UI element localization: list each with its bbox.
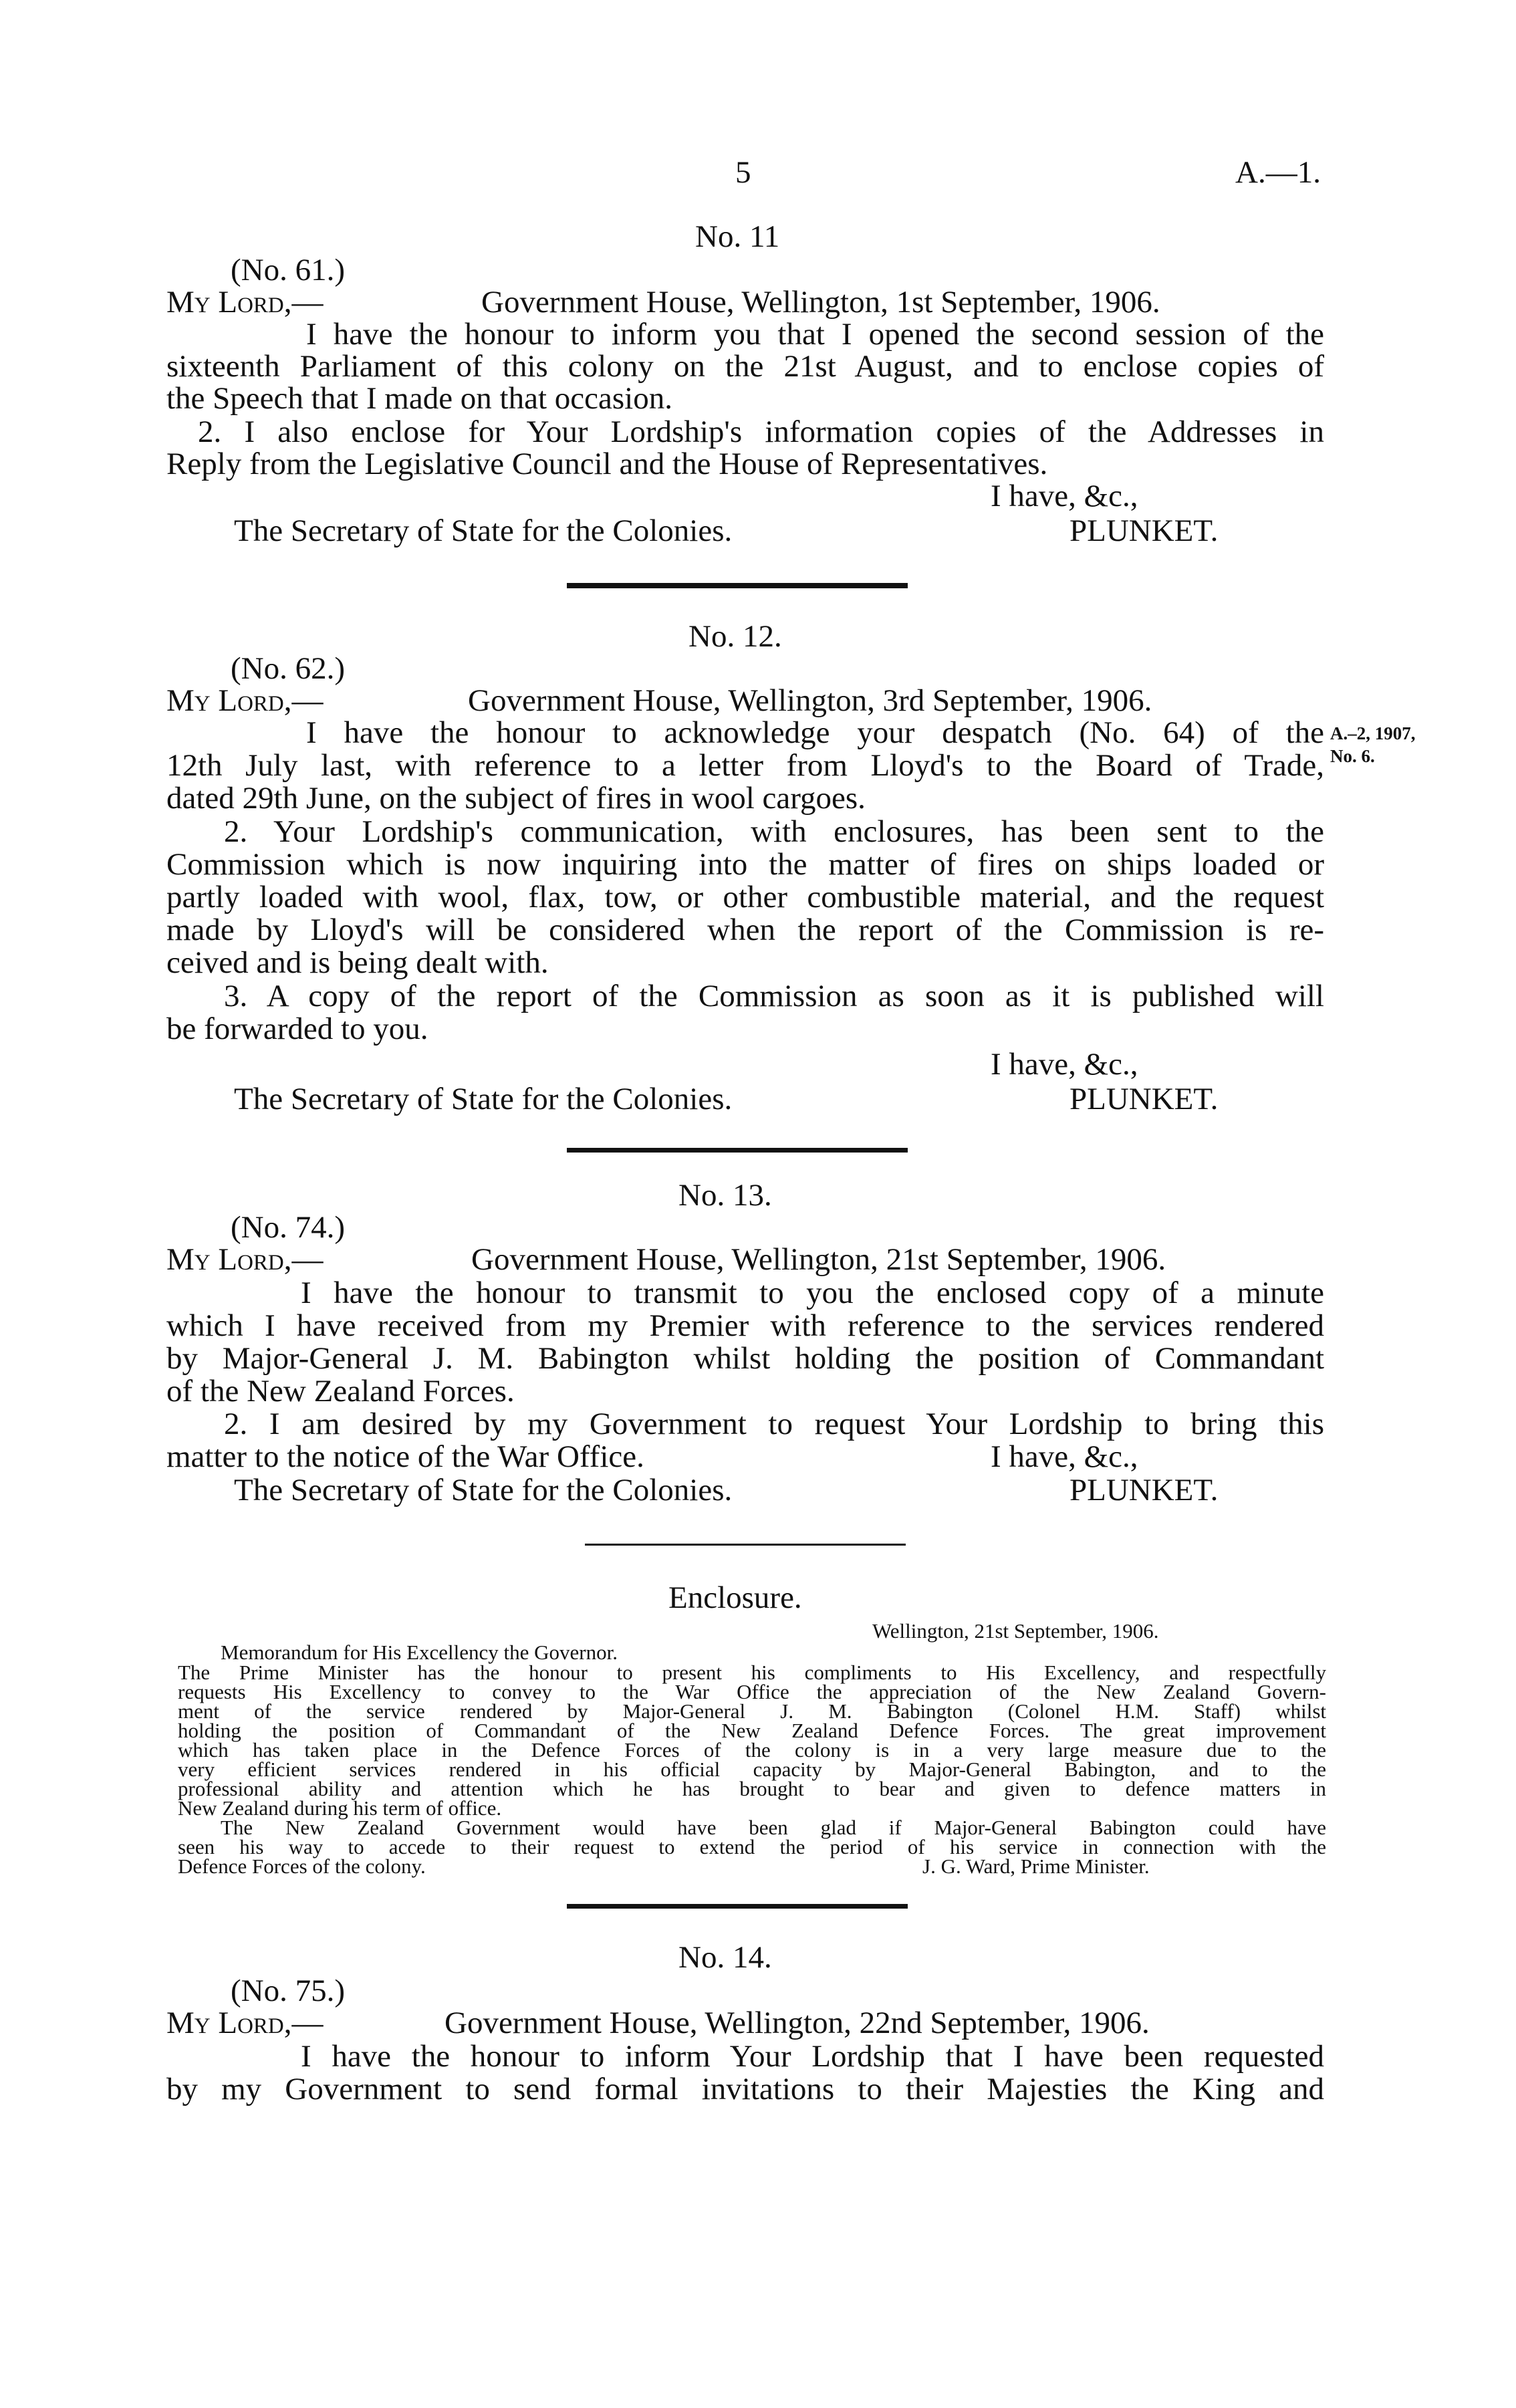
letter-12-addressee: The Secretary of State for the Colonies. xyxy=(234,1082,733,1116)
memo-line-5: which has taken place in the Defence Forces of the colony is in a very large measure due to the xyxy=(178,1738,1326,1762)
memo-line-9: The New Zealand Government would have been glad if Major-General Babington could have xyxy=(221,1816,1326,1839)
enclosure-date: Wellington, 21st September, 1906. xyxy=(872,1619,1159,1643)
memo-line-1: The Prime Minister has the honour to present his compliments to His Excellency, and respectfully xyxy=(178,1661,1326,1684)
letter-14-place-date: Government House, Wellington, 22nd September, 1906. xyxy=(445,2006,1150,2040)
letter-12-number: No. 12. xyxy=(688,619,782,654)
letter-12-line-9: 3. A copy of the report of the Commission as soon as it is published will xyxy=(224,979,1324,1013)
letter-13-salutation: My Lord,— xyxy=(166,1242,324,1277)
letter-14-line-2: by my Government to send formal invitations to their Majesties the King and xyxy=(166,2072,1324,2106)
letter-12-line-10: be forwarded to you. xyxy=(166,1011,428,1046)
letter-11-number: No. 11 xyxy=(695,219,780,254)
letter-11-despatch-no: (No. 61.) xyxy=(231,253,345,287)
letter-12-line-8: ceived and is being dealt with. xyxy=(166,945,549,980)
page-number: 5 xyxy=(735,155,751,190)
section-divider xyxy=(567,583,908,588)
letter-11-line-1: I have the honour to inform you that I opened the second session of the xyxy=(306,317,1324,352)
letter-12-line-4: 2. Your Lordship's communication, with enclosures, has been sent to the xyxy=(224,814,1324,849)
letter-12-line-2: 12th July last, with reference to a letter from Lloyd's to the Board of Trade, xyxy=(166,748,1324,783)
letter-12-line-7: made by Lloyd's will be considered when the report of the Commission is re- xyxy=(166,913,1324,947)
letter-12-line-5: Commission which is now inquiring into the matter of fires on ships loaded or xyxy=(166,847,1324,882)
document-reference: A.—1. xyxy=(1235,155,1321,190)
memo-line-6: very efficient services rendered in his official capacity by Major-General Babington, and to the xyxy=(178,1758,1326,1781)
memo-title: Memorandum for His Excellency the Governor. xyxy=(221,1641,618,1664)
memo-line-3: ment of the service rendered by Major-General J. M. Babington (Colonel H.M. Staff) whilst xyxy=(178,1699,1326,1723)
letter-12-despatch-no: (No. 62.) xyxy=(231,651,345,686)
letter-13-despatch-no: (No. 74.) xyxy=(231,1210,345,1245)
letter-12-place-date: Government House, Wellington, 3rd September, 1906. xyxy=(468,683,1152,718)
memo-line-8: New Zealand during his term of office. xyxy=(178,1796,502,1820)
letter-13-place-date: Government House, Wellington, 21st September, 1906. xyxy=(471,1242,1166,1277)
letter-12-closing: I have, &c., xyxy=(991,1047,1138,1082)
letter-13-line-3: by Major-General J. M. Babington whilst holding the position of Commandant xyxy=(166,1341,1324,1376)
memo-line-11: Defence Forces of the colony. xyxy=(178,1854,426,1878)
letter-14-line-1: I have the honour to inform Your Lordship that I have been requested xyxy=(301,2039,1324,2074)
letter-13-addressee: The Secretary of State for the Colonies. xyxy=(234,1473,733,1508)
letter-14-number: No. 14. xyxy=(678,1940,772,1975)
letter-11-line-2: sixteenth Parliament of this colony on the 21st August, and to enclose copies of xyxy=(166,349,1324,384)
letter-14-despatch-no: (No. 75.) xyxy=(231,1973,345,2008)
letter-11-line-3: the Speech that I made on that occasion. xyxy=(166,381,672,416)
margin-reference: A.–2, 1907, xyxy=(1330,723,1416,743)
letter-11-place-date: Government House, Wellington, 1st September, 1906. xyxy=(481,285,1160,320)
memo-line-10: seen his way to accede to their request to extend the period of his service in connection with the xyxy=(178,1835,1326,1858)
letter-13-line-2: which I have received from my Premier with reference to the services rendered xyxy=(166,1308,1324,1343)
letter-13-line-1: I have the honour to transmit to you the enclosed copy of a minute xyxy=(301,1276,1324,1310)
letter-13-line-5: 2. I am desired by my Government to request Your Lordship to bring this xyxy=(224,1407,1324,1441)
letter-13-number: No. 13. xyxy=(678,1178,772,1213)
letter-11-addressee: The Secretary of State for the Colonies. xyxy=(234,513,733,548)
letter-13-line-4: of the New Zealand Forces. xyxy=(166,1374,515,1409)
letter-11-line-4: 2. I also enclose for Your Lordship's information copies of the Addresses in xyxy=(198,414,1324,449)
letter-12-line-1: I have the honour to acknowledge your despatch (No. 64) of the xyxy=(306,715,1324,750)
letter-13-line-6: matter to the notice of the War Office. xyxy=(166,1439,644,1474)
letter-13-closing: I have, &c., xyxy=(991,1439,1138,1474)
letter-11-signature: PLUNKET. xyxy=(1069,513,1219,548)
letter-11-salutation: My Lord,— xyxy=(166,285,324,320)
memo-line-7: professional ability and attention which he has brought to bear and given to defence matters in xyxy=(178,1777,1326,1800)
letter-14-salutation: My Lord,— xyxy=(166,2006,324,2040)
memo-line-4: holding the position of Commandant of the New Zealand Defence Forces. The great improvement xyxy=(178,1719,1326,1742)
letter-12-line-6: partly loaded with wool, flax, tow, or other combustible material, and the request xyxy=(166,880,1324,915)
enclosure-heading: Enclosure. xyxy=(668,1580,802,1615)
section-divider xyxy=(567,1904,908,1909)
letter-12-signature: PLUNKET. xyxy=(1069,1082,1219,1116)
memo-signature: J. G. Ward, Prime Minister. xyxy=(922,1854,1150,1878)
letter-11-line-5: Reply from the Legislative Council and the House of Representatives. xyxy=(166,447,1048,481)
margin-reference-number: No. 6. xyxy=(1330,746,1375,766)
memo-line-2: requests His Excellency to convey to the War Office the appreciation of the New Zealand Govern- xyxy=(178,1680,1326,1703)
section-divider xyxy=(585,1544,906,1546)
letter-11-closing: I have, &c., xyxy=(991,479,1138,513)
section-divider xyxy=(567,1148,908,1153)
letter-13-signature: PLUNKET. xyxy=(1069,1473,1219,1508)
letter-12-line-3: dated 29th June, on the subject of fires in wool cargoes. xyxy=(166,781,866,816)
letter-12-salutation: My Lord,— xyxy=(166,683,324,718)
